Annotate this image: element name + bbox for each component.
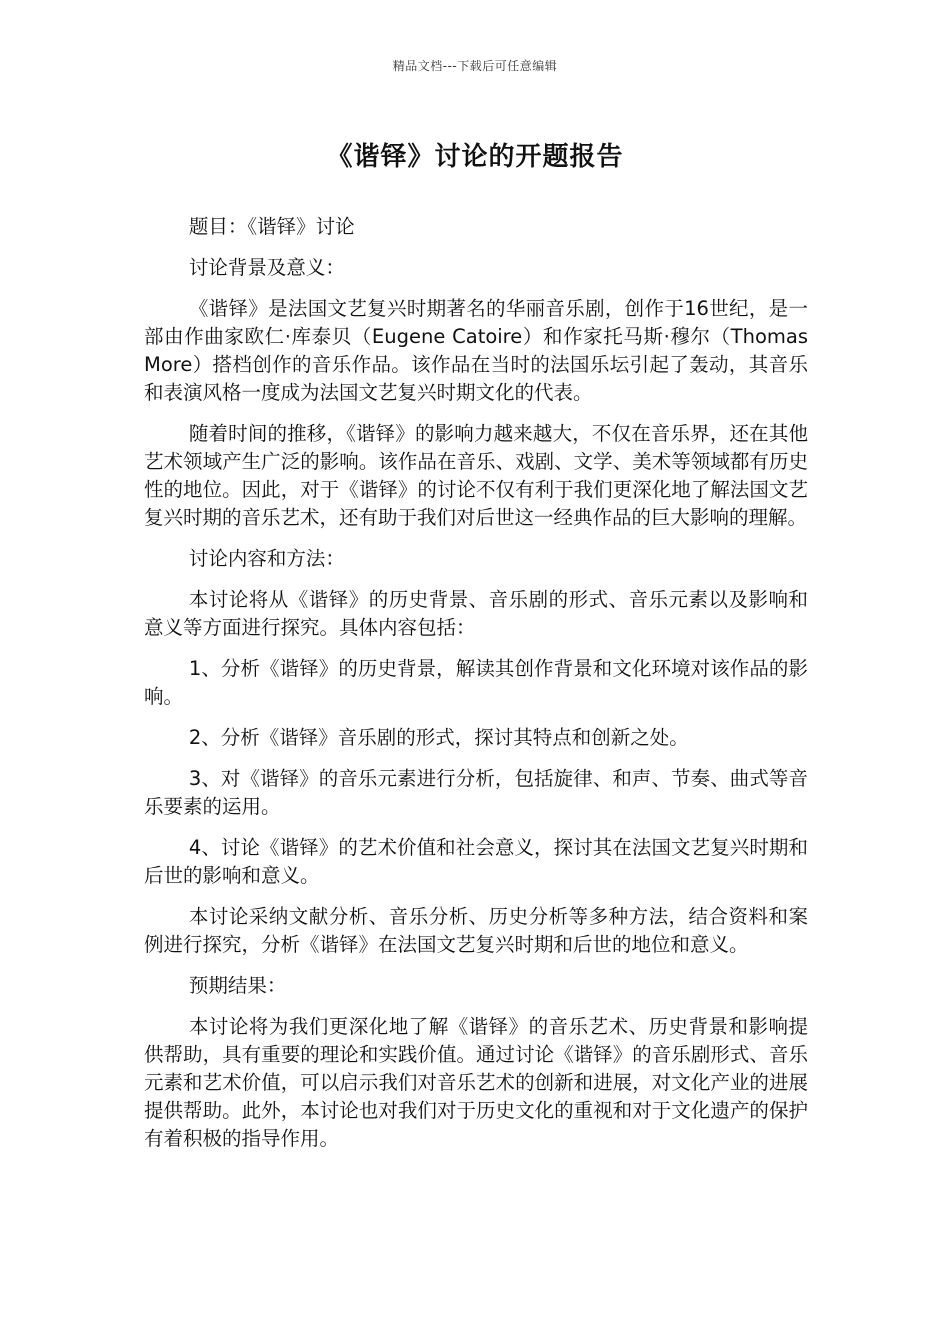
body-paragraph: 本讨论采纳文献分析、音乐分析、历史分析等多种方法，结合资料和案例进行探究，分析《谐铎》在法国文艺复兴时期和后世的地位和意义。 <box>144 905 808 956</box>
topic-line: 题目：《谐铎》讨论 <box>188 215 355 238</box>
list-item: 2、分析《谐铎》音乐剧的形式，探讨其特点和创新之处。 <box>188 726 689 749</box>
section-heading-expected-results: 预期结果： <box>188 974 287 997</box>
header-note: 精品文档---下载后可任意编辑 <box>392 59 558 73</box>
body-paragraph: 随着时间的推移，《谐铎》的影响力越来越大，不仅在音乐界，还在其他艺术领域产生广泛的影响。该作品在音乐、戏剧、文学、美术等领域都有历史性的地位。因此，对于《谐铎》的讨论不仅有利于我们更深化地了解法国文艺复兴时期的音乐艺术，还有助于我们对后世这一经典作品的巨大影响的理解。 <box>144 422 808 529</box>
list-item: 1、分析《谐铎》的历史背景，解读其创作背景和文化环境对该作品的影响。 <box>144 657 808 708</box>
document-body <box>144 213 808 1166</box>
body-paragraph: 本讨论将为我们更深化地了解《谐铎》的音乐艺术、历史背景和影响提供帮助，具有重要的理论和实践价值。通过讨论《谐铎》的音乐剧形式、音乐元素和艺术价值，可以启示我们对音乐艺术的创新和进展，对文化产业的进展提供帮助。此外，本讨论也对我们对于历史文化的重视和对于文化遗产的保护有着积极的指导作用。 <box>144 1015 808 1150</box>
section-heading-content-methods: 讨论内容和方法： <box>188 547 345 570</box>
document-title: 《谐铎》讨论的开题报告 <box>326 142 624 172</box>
list-item: 4、讨论《谐铎》的艺术价值和社会意义，探讨其在法国文艺复兴时期和后世的影响和意义。 <box>144 836 808 887</box>
body-paragraph: 《谐铎》是法国文艺复兴时期著名的华丽音乐剧，创作于16世纪，是一部由作曲家欧仁·库泰贝（Eugene Catoire）和作家托马斯·穆尔（Thomas More）搭档创作的音乐作品。该作品在当时的法国乐坛引起了轰动，其音乐和表演风格一度成为法国文艺复兴时期文化的代表。 <box>144 297 808 404</box>
list-item: 3、对《谐铎》的音乐元素进行分析，包括旋律、和声、节奏、曲式等音乐要素的运用。 <box>144 767 808 818</box>
body-paragraph: 本讨论将从《谐铎》的历史背景、音乐剧的形式、音乐元素以及影响和意义等方面进行探究。具体内容包括： <box>144 588 808 639</box>
section-heading-background: 讨论背景及意义： <box>188 256 345 279</box>
